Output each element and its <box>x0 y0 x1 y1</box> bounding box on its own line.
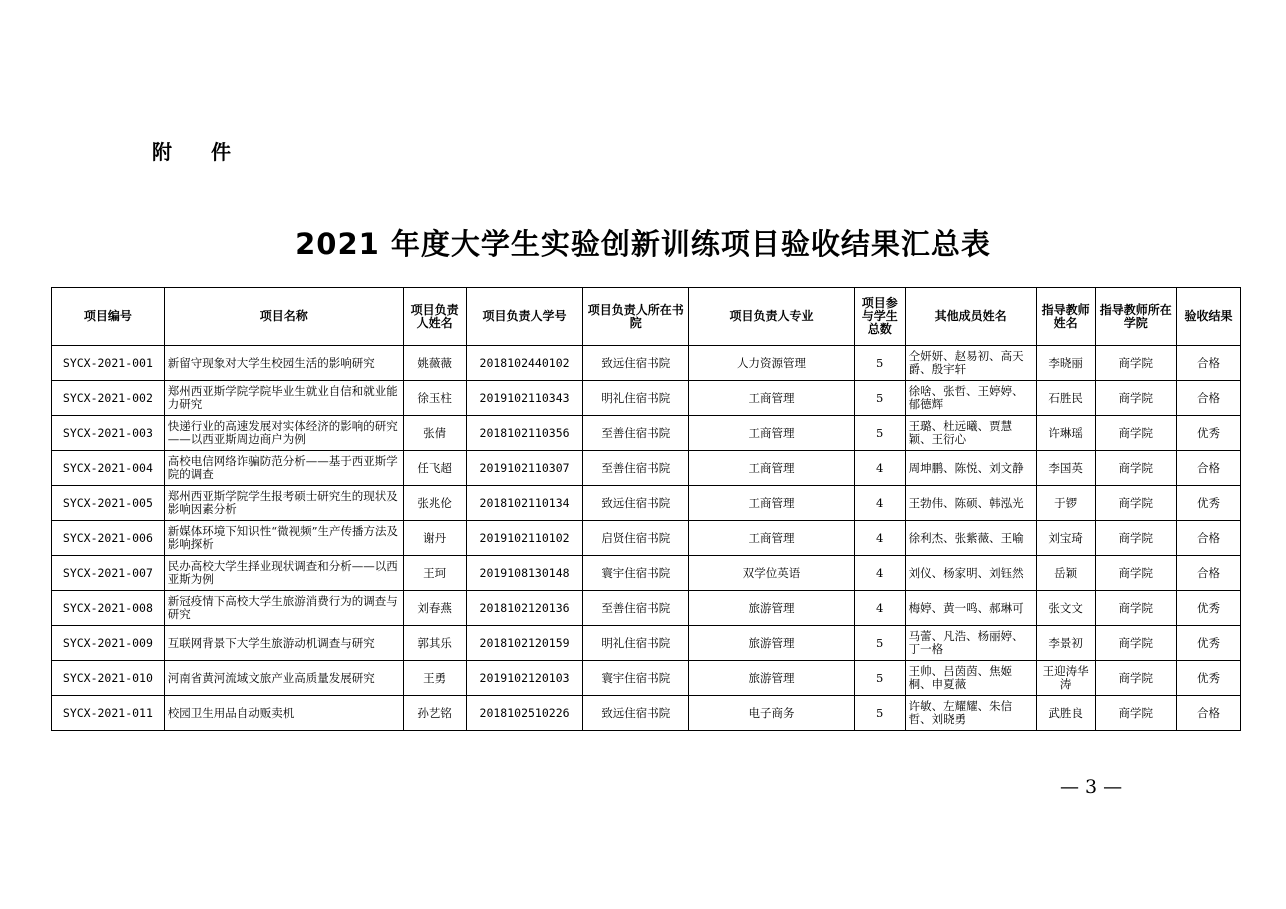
table-cell: 刘仪、杨家明、刘钰然 <box>905 556 1036 591</box>
table-cell: SYCX-2021-011 <box>52 696 165 731</box>
table-row <box>52 556 1241 591</box>
column-header: 项目参与学生总数 <box>854 288 905 346</box>
table-cell: 2019102120103 <box>466 661 583 696</box>
page-number: — 3 — <box>1060 776 1123 798</box>
table-cell: 工商管理 <box>689 381 855 416</box>
table-row <box>52 416 1241 451</box>
table-cell: 至善住宿书院 <box>583 416 689 451</box>
table-cell: 郑州西亚斯学院学院毕业生就业自信和就业能力研究 <box>164 381 403 416</box>
column-header: 项目负责人专业 <box>689 288 855 346</box>
table-cell: 工商管理 <box>689 486 855 521</box>
table-cell: 工商管理 <box>689 521 855 556</box>
table-cell: 致远住宿书院 <box>583 696 689 731</box>
table-cell: 人力资源管理 <box>689 346 855 381</box>
table-cell: 工商管理 <box>689 416 855 451</box>
table-cell: 旅游管理 <box>689 591 855 626</box>
table-cell: 优秀 <box>1176 661 1240 696</box>
table-cell: 5 <box>854 346 905 381</box>
table-cell: 张倩 <box>403 416 466 451</box>
table-cell: SYCX-2021-002 <box>52 381 165 416</box>
table-cell: 郑州西亚斯学院学生报考硕士研究生的现状及影响因素分析 <box>164 486 403 521</box>
table-header-row <box>52 288 1241 346</box>
table-cell: 快递行业的高速发展对实体经济的影响的研究——以西亚斯周边商户为例 <box>164 416 403 451</box>
table-cell: 许琳瑶 <box>1036 416 1095 451</box>
table-cell: 优秀 <box>1176 486 1240 521</box>
column-header: 项目负责人学号 <box>466 288 583 346</box>
table-cell: 商学院 <box>1095 626 1176 661</box>
table-cell: 刘春燕 <box>403 591 466 626</box>
table-cell: 周坤鹏、陈悦、刘文静 <box>905 451 1036 486</box>
table-cell: 商学院 <box>1095 381 1176 416</box>
table-cell: 5 <box>854 416 905 451</box>
table-cell: 张文文 <box>1036 591 1095 626</box>
table-cell: 2018102440102 <box>466 346 583 381</box>
table-cell: 仝妍妍、赵易初、高天爵、殷宇轩 <box>905 346 1036 381</box>
table-cell: 高校电信网络诈骗防范分析——基于西亚斯学院的调查 <box>164 451 403 486</box>
table-cell: 2019102110102 <box>466 521 583 556</box>
table-row <box>52 591 1241 626</box>
table-cell: 明礼住宿书院 <box>583 381 689 416</box>
table-cell: 王帅、吕茵茵、焦姬桐、申夏薇 <box>905 661 1036 696</box>
table-cell: 郭其乐 <box>403 626 466 661</box>
table-cell: 新媒体环境下知识性“微视频”生产传播方法及影响探析 <box>164 521 403 556</box>
table-cell: 王璐、杜远曦、贾慧颖、王衍心 <box>905 416 1036 451</box>
table-cell: 寰宇住宿书院 <box>583 661 689 696</box>
column-header: 项目负责人所在书院 <box>583 288 689 346</box>
table-cell: 商学院 <box>1095 521 1176 556</box>
table-cell: 合格 <box>1176 346 1240 381</box>
table-cell: 4 <box>854 451 905 486</box>
table-row <box>52 381 1241 416</box>
table-cell: 优秀 <box>1176 416 1240 451</box>
table-cell: 5 <box>854 626 905 661</box>
table-cell: 刘宝琦 <box>1036 521 1095 556</box>
table-row <box>52 451 1241 486</box>
column-header: 其他成员姓名 <box>905 288 1036 346</box>
table-cell: 商学院 <box>1095 556 1176 591</box>
table-cell: SYCX-2021-010 <box>52 661 165 696</box>
table-cell: 徐利杰、张紫薇、王喻 <box>905 521 1036 556</box>
table-cell: 优秀 <box>1176 626 1240 661</box>
table-cell: 于锣 <box>1036 486 1095 521</box>
table-cell: SYCX-2021-008 <box>52 591 165 626</box>
column-header: 验收结果 <box>1176 288 1240 346</box>
table-row <box>52 626 1241 661</box>
column-header: 指导教师姓名 <box>1036 288 1095 346</box>
table-cell: 王勇 <box>403 661 466 696</box>
table-cell: 2018102120136 <box>466 591 583 626</box>
table-cell: 2018102510226 <box>466 696 583 731</box>
table-cell: 2018102110134 <box>466 486 583 521</box>
document-title: 2021 年度大学生实验创新训练项目验收结果汇总表 <box>295 227 991 261</box>
table-cell: 李国英 <box>1036 451 1095 486</box>
table-row <box>52 486 1241 521</box>
table-cell: SYCX-2021-009 <box>52 626 165 661</box>
table-cell: 商学院 <box>1095 591 1176 626</box>
table-cell: 任飞超 <box>403 451 466 486</box>
table-cell: 河南省黄河流域文旅产业高质量发展研究 <box>164 661 403 696</box>
table-cell: 4 <box>854 591 905 626</box>
table-cell: 商学院 <box>1095 346 1176 381</box>
table-cell: SYCX-2021-007 <box>52 556 165 591</box>
table-cell: 孙艺铭 <box>403 696 466 731</box>
table-cell: 2018102110356 <box>466 416 583 451</box>
table-cell: 王珂 <box>403 556 466 591</box>
table-cell: 优秀 <box>1176 591 1240 626</box>
column-header: 项目编号 <box>52 288 165 346</box>
table-cell: 双学位英语 <box>689 556 855 591</box>
column-header: 项目负责人姓名 <box>403 288 466 346</box>
column-header: 项目名称 <box>164 288 403 346</box>
table-cell: 启贤住宿书院 <box>583 521 689 556</box>
table-cell: 商学院 <box>1095 486 1176 521</box>
table-cell: 武胜良 <box>1036 696 1095 731</box>
table-cell: 姚薇薇 <box>403 346 466 381</box>
table-cell: 合格 <box>1176 556 1240 591</box>
table-cell: 梅婷、黄一鸣、郝琳可 <box>905 591 1036 626</box>
table-cell: 校园卫生用品自动贩卖机 <box>164 696 403 731</box>
table-cell: 2019108130148 <box>466 556 583 591</box>
table-cell: 商学院 <box>1095 416 1176 451</box>
table-cell: 王迎涛华涛 <box>1036 661 1095 696</box>
table-cell: SYCX-2021-005 <box>52 486 165 521</box>
table-cell: 互联网背景下大学生旅游动机调查与研究 <box>164 626 403 661</box>
table-cell: 岳颖 <box>1036 556 1095 591</box>
table-cell: 李晓丽 <box>1036 346 1095 381</box>
table-cell: 商学院 <box>1095 451 1176 486</box>
table-cell: 电子商务 <box>689 696 855 731</box>
table-cell: 2019102110307 <box>466 451 583 486</box>
table-cell: 徐啥、张哲、王婷婷、郁德辉 <box>905 381 1036 416</box>
table-cell: 新留守现象对大学生校园生活的影响研究 <box>164 346 403 381</box>
table-cell: 旅游管理 <box>689 661 855 696</box>
table-cell: 李景初 <box>1036 626 1095 661</box>
table-cell: 徐玉柱 <box>403 381 466 416</box>
table-cell: 4 <box>854 556 905 591</box>
table-cell: 合格 <box>1176 696 1240 731</box>
table-row <box>52 696 1241 731</box>
table-row <box>52 661 1241 696</box>
table-cell: 马蕾、凡浩、杨丽婷、丁一格 <box>905 626 1036 661</box>
table-cell: 商学院 <box>1095 661 1176 696</box>
table-cell: 商学院 <box>1095 696 1176 731</box>
table-cell: 4 <box>854 521 905 556</box>
attachment-label: 附 件 <box>152 140 247 164</box>
table-cell: 5 <box>854 661 905 696</box>
table-cell: SYCX-2021-001 <box>52 346 165 381</box>
table-cell: 5 <box>854 696 905 731</box>
table-cell: 明礼住宿书院 <box>583 626 689 661</box>
table-cell: 石胜民 <box>1036 381 1095 416</box>
table-cell: 新冠疫情下高校大学生旅游消费行为的调查与研究 <box>164 591 403 626</box>
table-cell: 工商管理 <box>689 451 855 486</box>
table-cell: 至善住宿书院 <box>583 451 689 486</box>
table-cell: 2018102120159 <box>466 626 583 661</box>
table-cell: 5 <box>854 381 905 416</box>
table-row <box>52 346 1241 381</box>
table-cell: 寰宇住宿书院 <box>583 556 689 591</box>
table-cell: 致远住宿书院 <box>583 486 689 521</box>
table-cell: SYCX-2021-003 <box>52 416 165 451</box>
table-cell: 2019102110343 <box>466 381 583 416</box>
table-cell: 谢丹 <box>403 521 466 556</box>
table-cell: SYCX-2021-004 <box>52 451 165 486</box>
table-cell: SYCX-2021-006 <box>52 521 165 556</box>
table-cell: 许敏、左耀耀、朱信哲、刘晓勇 <box>905 696 1036 731</box>
results-table <box>51 287 1241 731</box>
table-cell: 合格 <box>1176 521 1240 556</box>
table-body <box>52 346 1241 731</box>
table-cell: 合格 <box>1176 381 1240 416</box>
table-cell: 张兆伦 <box>403 486 466 521</box>
table-cell: 致远住宿书院 <box>583 346 689 381</box>
table-cell: 4 <box>854 486 905 521</box>
table-cell: 王勃伟、陈硕、韩泓光 <box>905 486 1036 521</box>
table-cell: 至善住宿书院 <box>583 591 689 626</box>
column-header: 指导教师所在学院 <box>1095 288 1176 346</box>
table-cell: 旅游管理 <box>689 626 855 661</box>
table-cell: 民办高校大学生择业现状调查和分析——以西亚斯为例 <box>164 556 403 591</box>
table-row <box>52 521 1241 556</box>
table-cell: 合格 <box>1176 451 1240 486</box>
